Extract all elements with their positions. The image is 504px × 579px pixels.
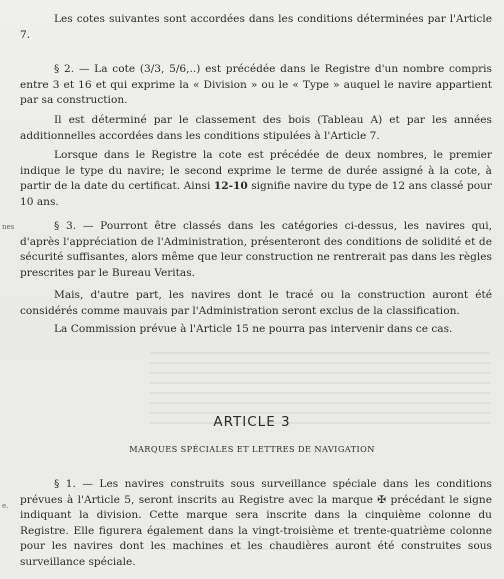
paragraph-section-2: § 2. — La cote (3/3, 5/6,..) est précédée dans le Registre d'un nombre compris entre 3 et 16 et qui exprime la « Division » ou le « Type » auquel le navire appartient par sa construction. bbox=[20, 63, 492, 106]
paragraph-deux-nombres bbox=[20, 148, 492, 210]
paragraph-article-3-section-1: § 1. — Les navires construits sous surveillance spéciale dans les conditions prévues à l'Article 5, seront inscrits au Registre avec la marque ✠ précédant le signe indiquant la division. Cette marque sera inscrite dans la cinquième colonne du Registre. Elle figurera également dans la vingt-troisième et trente-quatrième colonne pour les navires dont les machines et les chaudières auront été construites sous surveillance spéciale. bbox=[20, 478, 492, 568]
paragraph-exclusion: Mais, d'autre part, les navires dont le tracé ou la construction auront été considérés comme mauvais par l'Administration seront exclus de la classification. bbox=[20, 289, 492, 317]
example-cote: 12-10 bbox=[213, 180, 248, 192]
paragraph-classement-bois: Il est déterminé par le classement des bois (Tableau A) et par les années additionnelles accordées dans les conditions stipulées à l'Article 7. bbox=[20, 114, 492, 142]
paragraph-section-3: § 3. — Pourront être classés dans les catégories ci-dessus, les navires qui, d'après l'appréciation de l'Administration, présenteront des conditions de solidité et de sécurité suffisantes, alors même que leur construction ne rentrerait pas dans les règles prescrites par le Bureau Veritas. bbox=[20, 220, 492, 279]
article-title: ARTICLE 3 bbox=[213, 414, 291, 430]
article-subtitle: MARQUES SPÉCIALES ET LETTRES DE NAVIGATION bbox=[129, 444, 375, 454]
margin-note: nes bbox=[2, 223, 15, 231]
paragraph-commission: La Commission prévue à l'Article 15 ne pourra pas intervenir dans ce cas. bbox=[54, 323, 453, 335]
paragraph-deux-nombres-end: signifie navire du type de 12 ans classé pour 10 ans. bbox=[20, 180, 492, 208]
margin-note: e. bbox=[2, 502, 9, 510]
paragraph-cotes-accordees: Les cotes suivantes sont accordées dans les conditions déterminées par l'Article 7. bbox=[20, 13, 492, 41]
paragraph-deux-nombres-text: Lorsque dans le Registre la cote est précédée de deux nombres, le premier indique le type du navire; le second exprime le terme de durée assigné à la cote, à partir de la date du certificat. Ainsi bbox=[20, 149, 492, 192]
